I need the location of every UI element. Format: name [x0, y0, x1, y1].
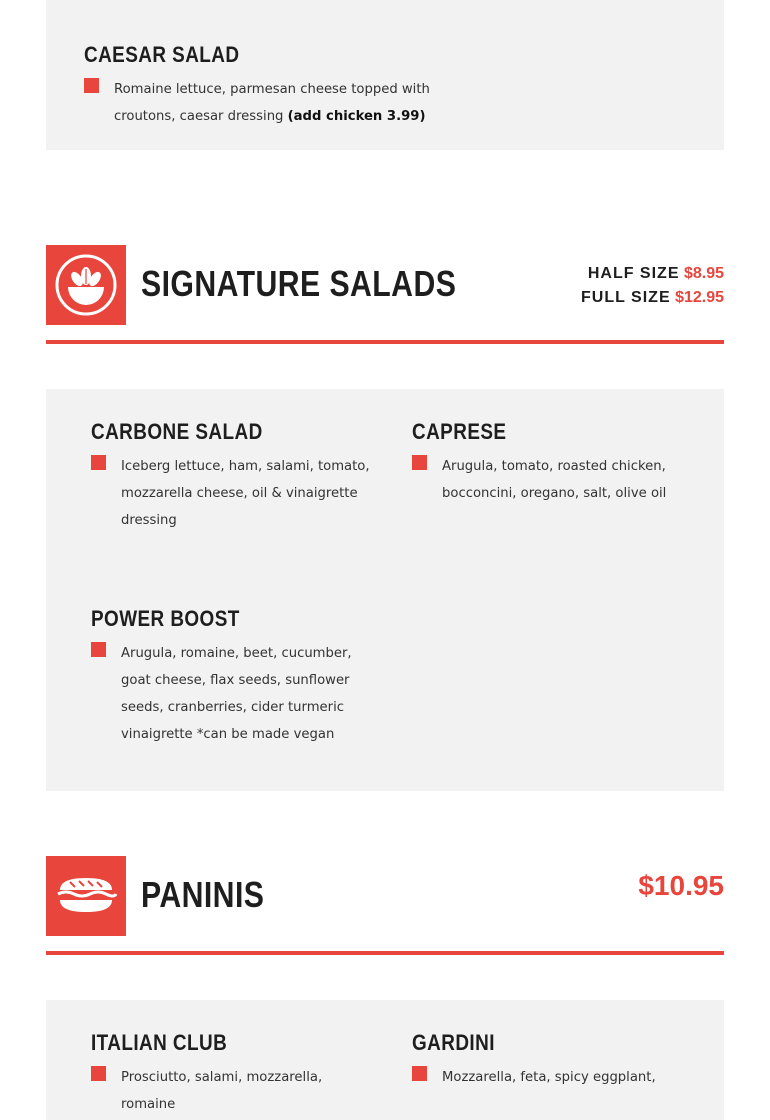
item-title: CAESAR SALAD: [84, 42, 240, 67]
sandwich-icon: [46, 856, 126, 936]
item-description: Prosciutto, salami, mozzarella, romaine: [121, 1070, 323, 1112]
half-size-price-line: [581, 262, 724, 286]
item-description: Mozzarella, feta, spicy eggplant,: [442, 1070, 656, 1085]
section-title-paninis: PANINIS: [141, 874, 265, 915]
bullet-square-icon: [91, 642, 106, 657]
menu-item-carbone-salad: [91, 419, 376, 534]
item-title: GARDINI: [412, 1030, 495, 1055]
item-description-row: [91, 1064, 376, 1118]
item-description: Iceberg lettuce, ham, salami, tomato, mozzarella cheese, oil & vinaigrette dressing: [121, 459, 370, 528]
item-description-row: [91, 640, 379, 748]
bullet-square-icon: [84, 78, 99, 93]
description-text: Romaine lettuce, parmesan cheese topped with croutons, caesar dressing: [114, 82, 430, 124]
menu-item-caesar-salad: [84, 42, 444, 130]
item-description: Arugula, romaine, beet, cucumber, goat cheese, flax seeds, sunflower seeds, cranberries, cider turmeric vinaigrette *can be made vegan: [121, 646, 352, 742]
item-description-row: [412, 1064, 682, 1091]
paninis-price: $10.95: [638, 870, 724, 901]
item-description: Arugula, tomato, roasted chicken, bocconcini, oregano, salt, olive oil: [442, 459, 667, 501]
full-size-price: $12.95: [675, 289, 724, 306]
item-title: CAPRESE: [412, 419, 507, 444]
half-size-label: HALF SIZE: [587, 265, 680, 282]
half-size-price: $8.95: [683, 265, 724, 282]
full-size-label: FULL SIZE: [581, 289, 671, 306]
item-title: CARBONE SALAD: [91, 419, 263, 444]
section-title-signature-salads: SIGNATURE SALADS: [141, 263, 457, 304]
bullet-square-icon: [91, 1066, 106, 1081]
full-size-price-line: [581, 286, 724, 310]
item-description: [114, 76, 444, 130]
bullet-square-icon: [91, 455, 106, 470]
item-description-row: [412, 453, 682, 507]
signature-prices: [581, 262, 724, 310]
item-title: POWER BOOST: [91, 606, 240, 631]
add-on-text: (add chicken 3.99): [287, 109, 426, 124]
item-description-row: [84, 76, 444, 130]
cut-off-description: [114, 0, 365, 4]
menu-item-gardini: [412, 1030, 682, 1091]
section-divider: [46, 951, 724, 955]
menu-item-italian-club: [91, 1030, 376, 1118]
salad-bowl-icon: [46, 245, 126, 325]
bullet-square-icon: [412, 455, 427, 470]
item-title: ITALIAN CLUB: [91, 1030, 228, 1055]
bullet-square-icon: [412, 1066, 427, 1081]
menu-item-power-boost: [91, 606, 379, 748]
menu-item-caprese: [412, 419, 682, 507]
item-description-row: [91, 453, 376, 534]
section-divider: [46, 340, 724, 344]
